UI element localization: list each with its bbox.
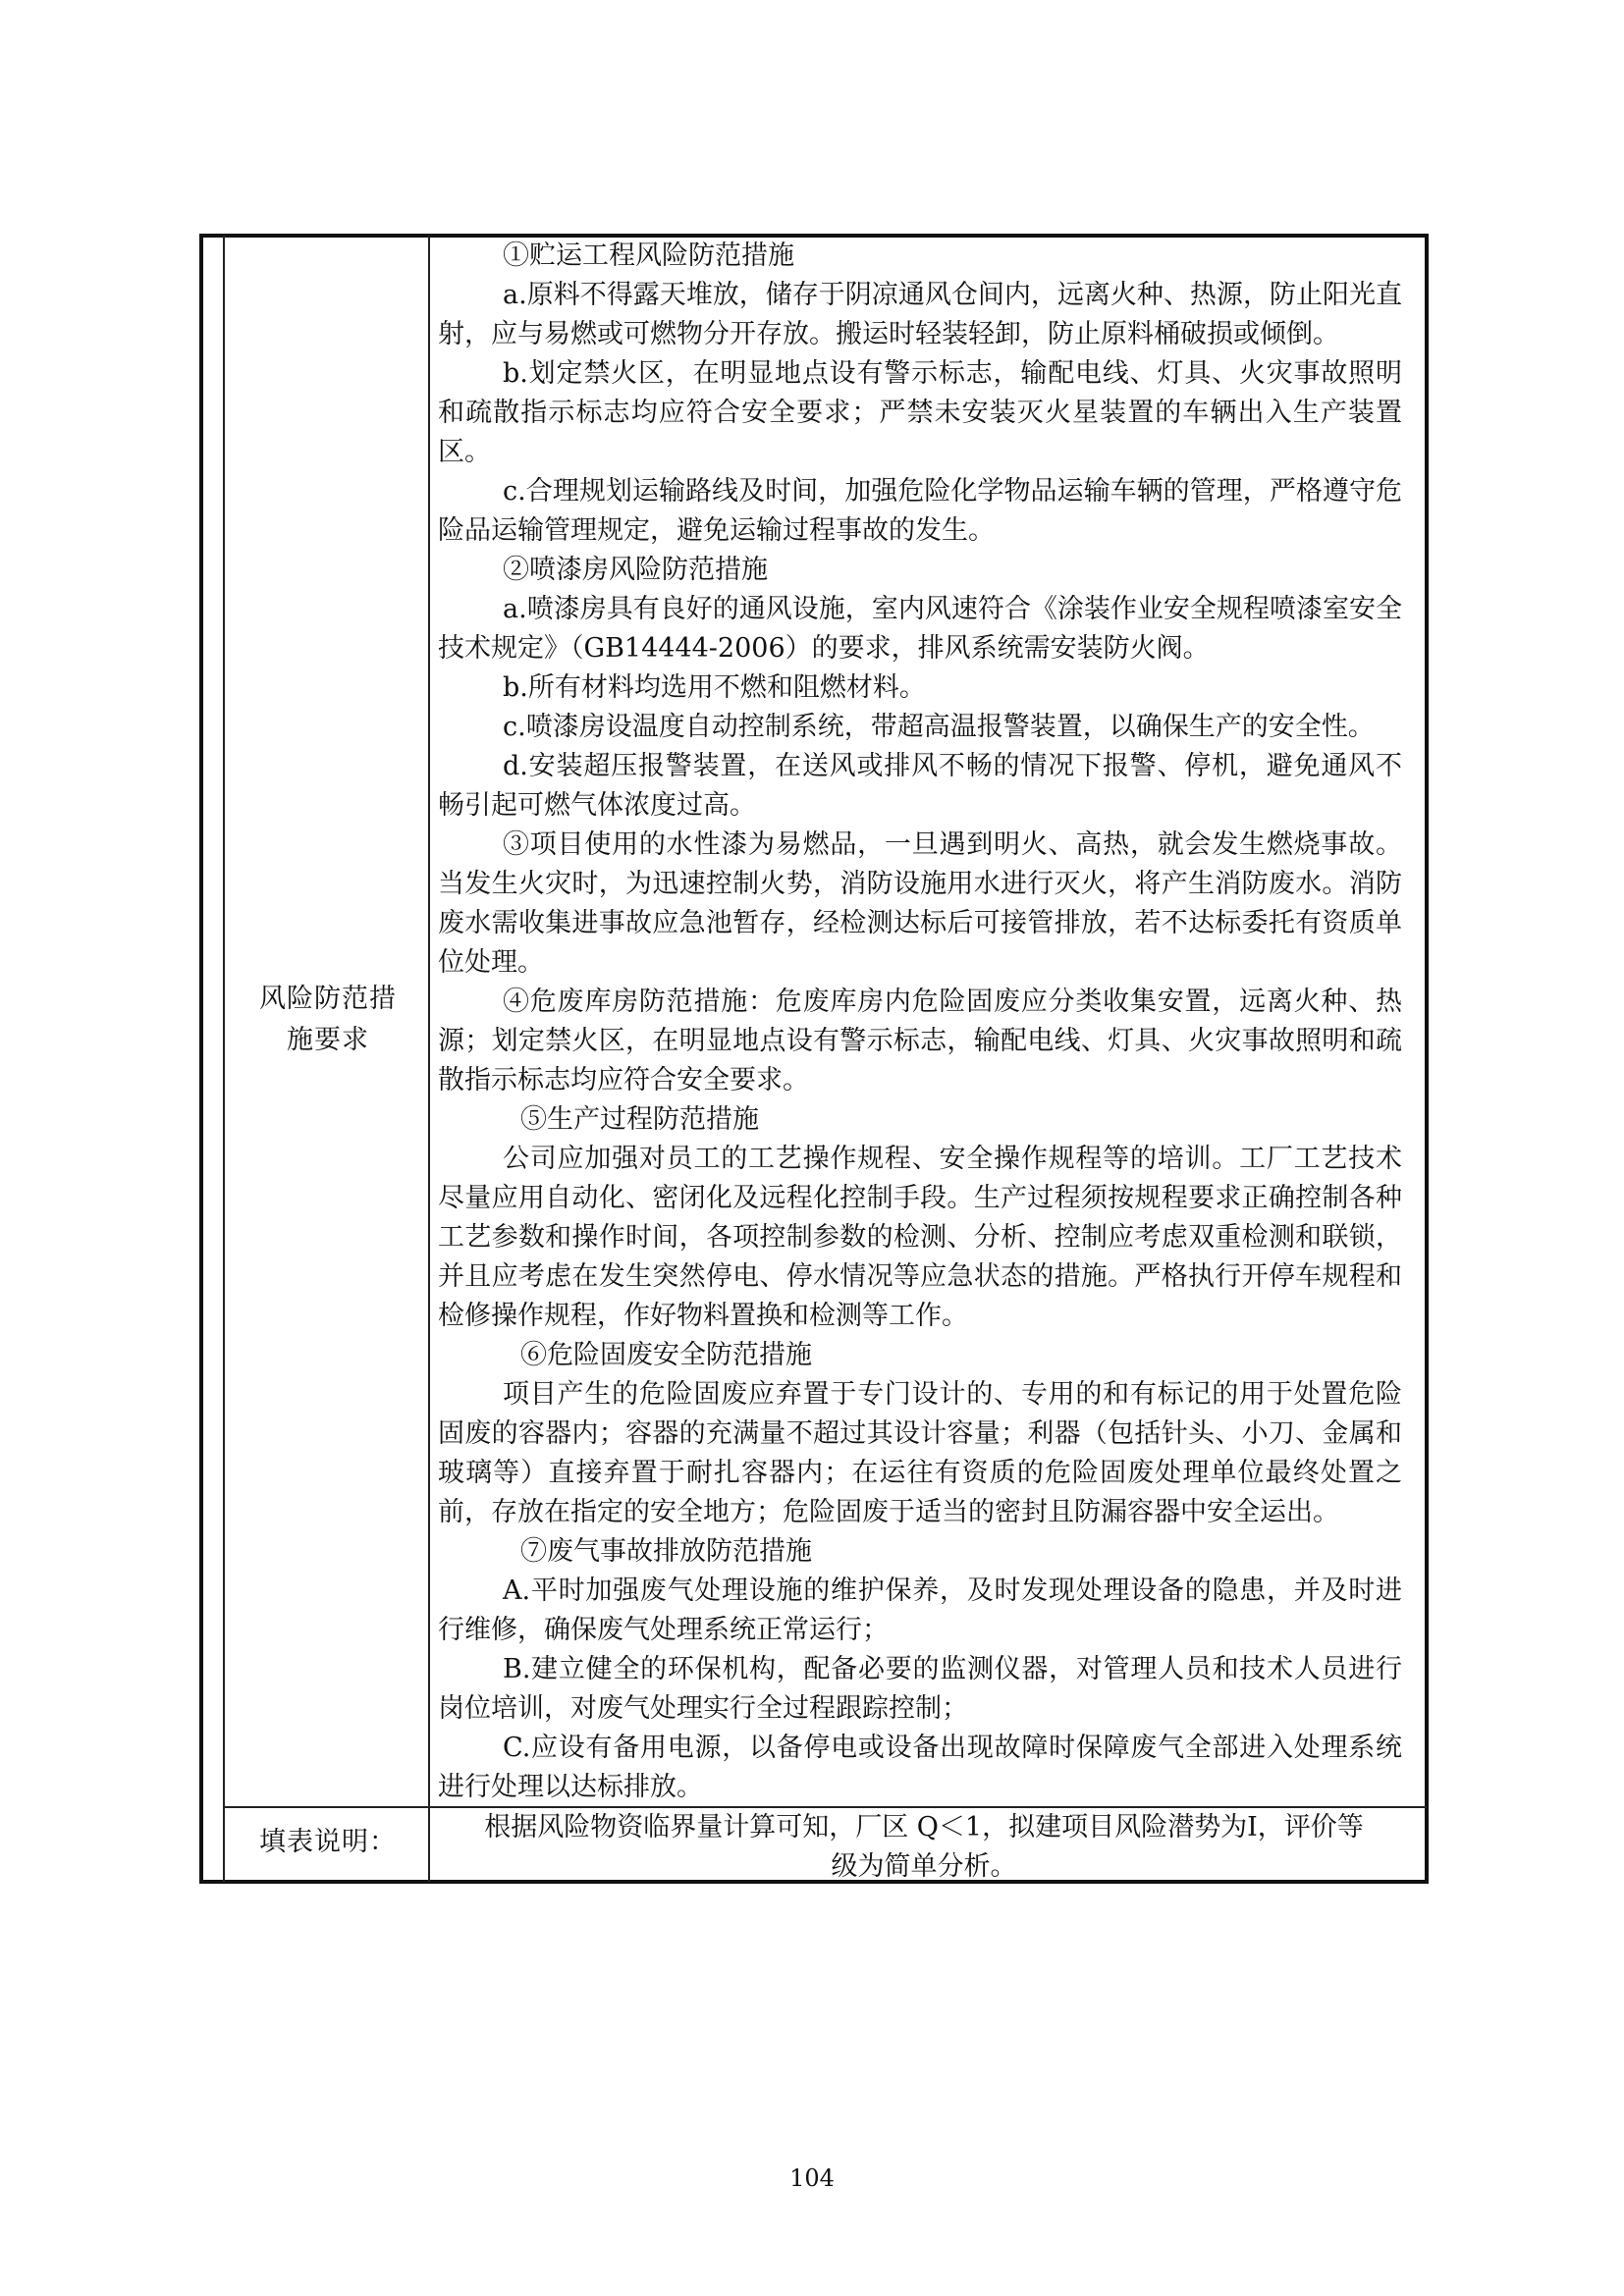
section-6-title: ⑥危险固废安全防范措施 <box>520 1340 812 1370</box>
section-7-title: ⑦废气事故排放防范措施 <box>520 1536 812 1567</box>
section-1-item-a: a.原料不得露天堆放，储存于阴凉通风仓间内，远离火种、热源，防止阳光直射，应与易燃或可燃物分开存放。搬运时轻装轻卸，防止原料桶破损或倾倒。 <box>438 280 1402 349</box>
section-5-body: 公司应加强对员工的工艺操作规程、安全操作规程等的培训。工厂工艺技术尽量应用自动化、密闭化及远程化控制手段。生产过程须按规程要求正确控制各种工艺参数和操作时间，各项控制参数的检测、分析、控制应考虑双重检测和联锁，并且应考虑在发生突然停电、停水情况等应急状态的措施。严格执行开停车规程和检修操作规程，作好物料置换和检测等工作。 <box>438 1144 1402 1331</box>
page-number: 104 <box>789 2164 835 2192</box>
risk-measures-label: 风险防范措 施要求 <box>259 984 397 1055</box>
section-1-item-b: b.划定禁火区，在明显地点设有警示标志，输配电线、灯具、火灾事故照明和疏散指示标志均应符合安全要求；严禁未安装灭火星装置的车辆出入生产装置区。 <box>438 358 1402 467</box>
column-divider <box>428 236 430 1882</box>
note-line-1: 根据风险物资临界量计算可知，厂区 Q＜1，拟建项目风险潜势为I，评价等 <box>484 1812 1364 1842</box>
note-label: 填表说明： <box>259 1827 397 1857</box>
section-7-item-b: B.建立健全的环保机构，配备必要的监测仪器，对管理人员和技术人员进行岗位培训，对废气处理实行全过程跟踪控制； <box>438 1654 1402 1724</box>
note-line-2: 级为简单分析。 <box>831 1851 1017 1882</box>
table-inner-border <box>223 236 225 1882</box>
section-1-item-c: c.合理规划运输路线及时间，加强危险化学物品运输车辆的管理，严格遵守危险品运输管理规定，避免运输过程事故的发生。 <box>438 476 1402 546</box>
section-5-title: ⑤生产过程防范措施 <box>520 1104 759 1135</box>
section-2-item-b: b.所有材料均选用不燃和阻燃材料。 <box>503 672 926 703</box>
section-7-item-c: C.应设有备用电源，以备停电或设备出现故障时保障废气全部进入处理系统进行处理以达标排放。 <box>438 1733 1402 1802</box>
note-content <box>438 1808 1410 1887</box>
section-6-body: 项目产生的危险固废应弃置于专门设计的、专用的和有标记的用于处置危险固废的容器内；容器的充满量不超过其设计容量；利器（包括针头、小刀、金属和玻璃等）直接弃置于耐扎容器内；在运往有资质的危险固废处理单位最终处置之前，存放在指定的安全地方；危险固废于适当的密封且防漏容器中安全运出。 <box>438 1379 1402 1527</box>
section-2-item-a: a.喷漆房具有良好的通风设施，室内风速符合《涂装作业安全规程喷漆室安全技术规定》（GB14444-2006）的要求，排风系统需安装防火阀。 <box>438 594 1402 664</box>
section-2-item-c: c.喷漆房设温度自动控制系统，带超高温报警装置，以确保生产的安全性。 <box>503 712 1375 742</box>
section-7-item-a: A.平时加强废气处理设施的维护保养，及时发现处理设备的隐患，并及时进行维修，确保废气处理系统正常运行； <box>438 1575 1402 1645</box>
section-1-title: ①贮运工程风险防范措施 <box>503 240 794 271</box>
section-4-paragraph: ④危废库房防范措施：危废库房内危险固废应分类收集安置，远离火种、热源；划定禁火区，在明显地点设有警示标志，输配电线、灯具、火灾事故照明和疏散指示标志均应符合安全要求。 <box>438 987 1402 1095</box>
section-2-title: ②喷漆房风险防范措施 <box>503 555 768 585</box>
section-2-item-d: d.安装超压报警装置，在送风或排风不畅的情况下报警、停机，避免通风不畅引起可燃气体浓度过高。 <box>438 751 1402 821</box>
section-3-paragraph: ③项目使用的水性漆为易燃品，一旦遇到明火、高热，就会发生燃烧事故。当发生火灾时，为迅速控制火势，消防设施用水进行灭火，将产生消防废水。消防废水需收集进事故应急池暂存，经检测达标后可接管排放，若不达标委托有资质单位处理。 <box>438 829 1402 978</box>
risk-measures-content <box>438 237 1402 1807</box>
